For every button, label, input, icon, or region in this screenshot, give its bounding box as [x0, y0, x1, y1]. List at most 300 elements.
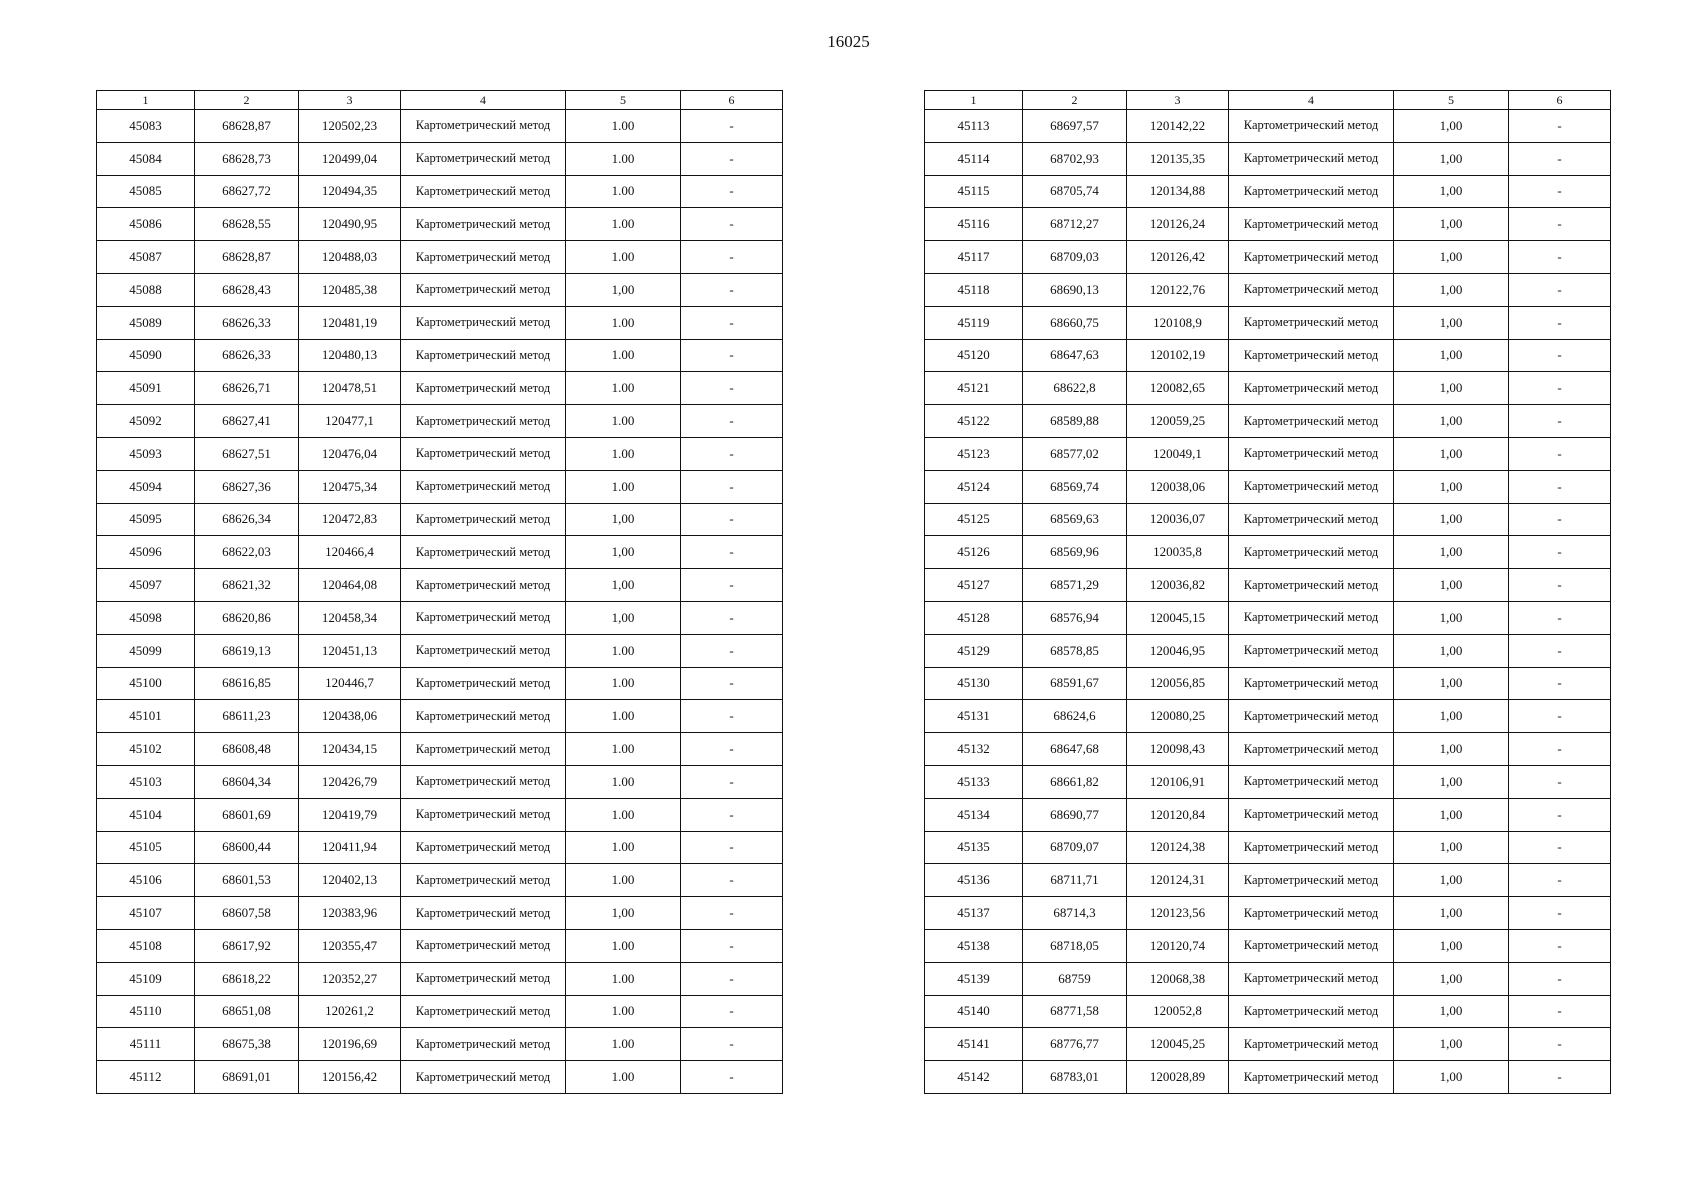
- table-row: [925, 142, 1611, 175]
- x-coordinate-cell: 68628,43: [195, 273, 299, 306]
- x-coordinate-cell: 68714,3: [1023, 897, 1127, 930]
- y-coordinate-cell: 120411,94: [299, 831, 401, 864]
- table-row: [925, 995, 1611, 1028]
- point-number-cell: 45109: [97, 962, 195, 995]
- y-coordinate-cell: 120478,51: [299, 372, 401, 405]
- accuracy-cell: 1.00: [566, 110, 681, 143]
- description-cell: -: [1509, 634, 1611, 667]
- method-cell: Картометрический метод: [401, 503, 566, 536]
- y-coordinate-cell: 120156,42: [299, 1061, 401, 1094]
- accuracy-cell: 1.00: [566, 142, 681, 175]
- y-coordinate-cell: 120490,95: [299, 208, 401, 241]
- point-number-cell: 45094: [97, 470, 195, 503]
- y-coordinate-cell: 120052,8: [1127, 995, 1229, 1028]
- accuracy-cell: 1,00: [566, 897, 681, 930]
- table-row: [925, 208, 1611, 241]
- accuracy-cell: 1,00: [1394, 700, 1509, 733]
- accuracy-cell: 1.00: [566, 1028, 681, 1061]
- table-row: [925, 241, 1611, 274]
- method-cell: Картометрический метод: [1229, 897, 1394, 930]
- description-cell: -: [681, 437, 783, 470]
- method-cell: Картометрический метод: [1229, 110, 1394, 143]
- method-cell: Картометрический метод: [1229, 634, 1394, 667]
- y-coordinate-cell: 120481,19: [299, 306, 401, 339]
- method-cell: Картометрический метод: [1229, 437, 1394, 470]
- table-row: [97, 142, 783, 175]
- accuracy-cell: 1,00: [1394, 470, 1509, 503]
- description-cell: -: [1509, 897, 1611, 930]
- description-cell: -: [681, 142, 783, 175]
- accuracy-cell: 1,00: [1394, 601, 1509, 634]
- y-coordinate-cell: 120494,35: [299, 175, 401, 208]
- point-number-cell: 45088: [97, 273, 195, 306]
- table-row: [925, 864, 1611, 897]
- point-number-cell: 45107: [97, 897, 195, 930]
- accuracy-cell: 1.00: [566, 634, 681, 667]
- method-cell: Картометрический метод: [1229, 765, 1394, 798]
- point-number-cell: 45084: [97, 142, 195, 175]
- method-cell: Картометрический метод: [401, 470, 566, 503]
- description-cell: -: [1509, 142, 1611, 175]
- y-coordinate-cell: 120488,03: [299, 241, 401, 274]
- point-number-cell: 45106: [97, 864, 195, 897]
- x-coordinate-cell: 68709,07: [1023, 831, 1127, 864]
- method-cell: Картометрический метод: [401, 601, 566, 634]
- accuracy-cell: 1,00: [1394, 273, 1509, 306]
- table-row: [97, 273, 783, 306]
- table-row: [97, 241, 783, 274]
- description-cell: -: [681, 700, 783, 733]
- y-coordinate-cell: 120134,88: [1127, 175, 1229, 208]
- point-number-cell: 45133: [925, 765, 1023, 798]
- table-body-left: [97, 110, 783, 1094]
- accuracy-cell: 1,00: [1394, 503, 1509, 536]
- table-row: [925, 798, 1611, 831]
- y-coordinate-cell: 120446,7: [299, 667, 401, 700]
- x-coordinate-cell: 68591,67: [1023, 667, 1127, 700]
- accuracy-cell: 1.00: [566, 372, 681, 405]
- accuracy-cell: 1,00: [1394, 175, 1509, 208]
- x-coordinate-cell: 68607,58: [195, 897, 299, 930]
- method-cell: Картометрический метод: [1229, 470, 1394, 503]
- table-row: [925, 667, 1611, 700]
- method-cell: Картометрический метод: [1229, 700, 1394, 733]
- point-number-cell: 45090: [97, 339, 195, 372]
- x-coordinate-cell: 68616,85: [195, 667, 299, 700]
- point-number-cell: 45098: [97, 601, 195, 634]
- table-row: [97, 831, 783, 864]
- column-header: 2: [195, 91, 299, 110]
- accuracy-cell: 1,00: [1394, 142, 1509, 175]
- column-header: 1: [97, 91, 195, 110]
- description-cell: -: [1509, 110, 1611, 143]
- description-cell: -: [1509, 831, 1611, 864]
- accuracy-cell: 1.00: [566, 700, 681, 733]
- description-cell: -: [681, 503, 783, 536]
- table-row: [97, 667, 783, 700]
- accuracy-cell: 1.00: [566, 995, 681, 1028]
- accuracy-cell: 1,00: [1394, 667, 1509, 700]
- x-coordinate-cell: 68624,6: [1023, 700, 1127, 733]
- accuracy-cell: 1.00: [566, 864, 681, 897]
- y-coordinate-cell: 120126,42: [1127, 241, 1229, 274]
- point-number-cell: 45116: [925, 208, 1023, 241]
- accuracy-cell: 1,00: [1394, 569, 1509, 602]
- y-coordinate-cell: 120059,25: [1127, 405, 1229, 438]
- y-coordinate-cell: 120477,1: [299, 405, 401, 438]
- y-coordinate-cell: 120102,19: [1127, 339, 1229, 372]
- y-coordinate-cell: 120082,65: [1127, 372, 1229, 405]
- x-coordinate-cell: 68626,71: [195, 372, 299, 405]
- method-cell: Картометрический метод: [1229, 831, 1394, 864]
- x-coordinate-cell: 68647,63: [1023, 339, 1127, 372]
- accuracy-cell: 1,00: [566, 536, 681, 569]
- x-coordinate-cell: 68569,74: [1023, 470, 1127, 503]
- x-coordinate-cell: 68578,85: [1023, 634, 1127, 667]
- x-coordinate-cell: 68628,73: [195, 142, 299, 175]
- point-number-cell: 45123: [925, 437, 1023, 470]
- description-cell: -: [681, 831, 783, 864]
- table-row: [97, 437, 783, 470]
- y-coordinate-cell: 120355,47: [299, 929, 401, 962]
- y-coordinate-cell: 120466,4: [299, 536, 401, 569]
- point-number-cell: 45087: [97, 241, 195, 274]
- description-cell: -: [1509, 700, 1611, 733]
- point-number-cell: 45108: [97, 929, 195, 962]
- method-cell: Картометрический метод: [1229, 1061, 1394, 1094]
- table-row: [97, 110, 783, 143]
- y-coordinate-cell: 120475,34: [299, 470, 401, 503]
- y-coordinate-cell: 120036,07: [1127, 503, 1229, 536]
- description-cell: -: [681, 536, 783, 569]
- description-cell: -: [1509, 470, 1611, 503]
- table-row: [925, 405, 1611, 438]
- accuracy-cell: 1.00: [566, 175, 681, 208]
- table-row: [97, 339, 783, 372]
- x-coordinate-cell: 68576,94: [1023, 601, 1127, 634]
- point-number-cell: 45103: [97, 765, 195, 798]
- table-row: [925, 372, 1611, 405]
- table-row: [925, 503, 1611, 536]
- accuracy-cell: 1.00: [566, 765, 681, 798]
- accuracy-cell: 1,00: [1394, 831, 1509, 864]
- x-coordinate-cell: 68660,75: [1023, 306, 1127, 339]
- y-coordinate-cell: 120124,38: [1127, 831, 1229, 864]
- description-cell: -: [681, 601, 783, 634]
- y-coordinate-cell: 120035,8: [1127, 536, 1229, 569]
- x-coordinate-cell: 68776,77: [1023, 1028, 1127, 1061]
- description-cell: -: [681, 306, 783, 339]
- y-coordinate-cell: 120036,82: [1127, 569, 1229, 602]
- table-row: [925, 306, 1611, 339]
- accuracy-cell: 1.00: [566, 1061, 681, 1094]
- method-cell: Картометрический метод: [401, 208, 566, 241]
- description-cell: -: [681, 634, 783, 667]
- accuracy-cell: 1,00: [1394, 765, 1509, 798]
- x-coordinate-cell: 68628,55: [195, 208, 299, 241]
- table-row: [97, 372, 783, 405]
- table-row: [925, 601, 1611, 634]
- x-coordinate-cell: 68601,69: [195, 798, 299, 831]
- y-coordinate-cell: 120106,91: [1127, 765, 1229, 798]
- description-cell: -: [681, 864, 783, 897]
- method-cell: Картометрический метод: [401, 962, 566, 995]
- table-row: [97, 1028, 783, 1061]
- accuracy-cell: 1,00: [1394, 372, 1509, 405]
- y-coordinate-cell: 120352,27: [299, 962, 401, 995]
- method-cell: Картометрический метод: [1229, 273, 1394, 306]
- table-row: [97, 864, 783, 897]
- method-cell: Картометрический метод: [401, 897, 566, 930]
- y-coordinate-cell: 120028,89: [1127, 1061, 1229, 1094]
- accuracy-cell: 1.00: [566, 733, 681, 766]
- y-coordinate-cell: 120068,38: [1127, 962, 1229, 995]
- accuracy-cell: 1.00: [566, 929, 681, 962]
- x-coordinate-cell: 68690,13: [1023, 273, 1127, 306]
- point-number-cell: 45122: [925, 405, 1023, 438]
- point-number-cell: 45126: [925, 536, 1023, 569]
- point-number-cell: 45113: [925, 110, 1023, 143]
- point-number-cell: 45096: [97, 536, 195, 569]
- table-row: [97, 503, 783, 536]
- point-number-cell: 45086: [97, 208, 195, 241]
- table-header-row: [925, 91, 1611, 110]
- x-coordinate-cell: 68622,8: [1023, 372, 1127, 405]
- description-cell: -: [681, 241, 783, 274]
- method-cell: Картометрический метод: [401, 831, 566, 864]
- column-header: 6: [681, 91, 783, 110]
- x-coordinate-cell: 68622,03: [195, 536, 299, 569]
- table-row: [925, 273, 1611, 306]
- x-coordinate-cell: 68690,77: [1023, 798, 1127, 831]
- point-number-cell: 45089: [97, 306, 195, 339]
- x-coordinate-cell: 68618,22: [195, 962, 299, 995]
- point-number-cell: 45118: [925, 273, 1023, 306]
- y-coordinate-cell: 120419,79: [299, 798, 401, 831]
- description-cell: -: [1509, 962, 1611, 995]
- y-coordinate-cell: 120476,04: [299, 437, 401, 470]
- table-row: [925, 929, 1611, 962]
- point-number-cell: 45121: [925, 372, 1023, 405]
- point-number-cell: 45140: [925, 995, 1023, 1028]
- point-number-cell: 45137: [925, 897, 1023, 930]
- method-cell: Картометрический метод: [401, 995, 566, 1028]
- method-cell: Картометрический метод: [401, 437, 566, 470]
- point-number-cell: 45117: [925, 241, 1023, 274]
- point-number-cell: 45138: [925, 929, 1023, 962]
- method-cell: Картометрический метод: [1229, 241, 1394, 274]
- column-header: 4: [401, 91, 566, 110]
- point-number-cell: 45134: [925, 798, 1023, 831]
- y-coordinate-cell: 120049,1: [1127, 437, 1229, 470]
- column-header: 2: [1023, 91, 1127, 110]
- point-number-cell: 45127: [925, 569, 1023, 602]
- table-row: [97, 929, 783, 962]
- point-number-cell: 45095: [97, 503, 195, 536]
- method-cell: Картометрический метод: [1229, 306, 1394, 339]
- description-cell: -: [1509, 667, 1611, 700]
- y-coordinate-cell: 120142,22: [1127, 110, 1229, 143]
- accuracy-cell: 1,00: [1394, 536, 1509, 569]
- description-cell: -: [681, 995, 783, 1028]
- description-cell: -: [681, 372, 783, 405]
- description-cell: -: [1509, 1061, 1611, 1094]
- description-cell: -: [681, 929, 783, 962]
- accuracy-cell: 1,00: [566, 569, 681, 602]
- y-coordinate-cell: 120056,85: [1127, 667, 1229, 700]
- method-cell: Картометрический метод: [401, 142, 566, 175]
- page-number: 16025: [827, 32, 870, 51]
- table-row: [925, 1028, 1611, 1061]
- description-cell: -: [1509, 175, 1611, 208]
- y-coordinate-cell: 120108,9: [1127, 306, 1229, 339]
- table-row: [97, 470, 783, 503]
- method-cell: Картометрический метод: [401, 667, 566, 700]
- description-cell: -: [1509, 765, 1611, 798]
- table-row: [925, 569, 1611, 602]
- x-coordinate-cell: 68626,34: [195, 503, 299, 536]
- x-coordinate-cell: 68577,02: [1023, 437, 1127, 470]
- table-row: [97, 634, 783, 667]
- table-row: [97, 405, 783, 438]
- point-number-cell: 45131: [925, 700, 1023, 733]
- accuracy-cell: 1,00: [1394, 306, 1509, 339]
- table-row: [925, 634, 1611, 667]
- x-coordinate-cell: 68569,63: [1023, 503, 1127, 536]
- point-number-cell: 45085: [97, 175, 195, 208]
- x-coordinate-cell: 68718,05: [1023, 929, 1127, 962]
- y-coordinate-cell: 120485,38: [299, 273, 401, 306]
- accuracy-cell: 1.00: [566, 241, 681, 274]
- x-coordinate-cell: 68702,93: [1023, 142, 1127, 175]
- description-cell: -: [1509, 569, 1611, 602]
- column-header: 3: [1127, 91, 1229, 110]
- y-coordinate-cell: 120502,23: [299, 110, 401, 143]
- description-cell: -: [1509, 372, 1611, 405]
- y-coordinate-cell: 120426,79: [299, 765, 401, 798]
- x-coordinate-cell: 68611,23: [195, 700, 299, 733]
- accuracy-cell: 1,00: [1394, 995, 1509, 1028]
- method-cell: Картометрический метод: [401, 634, 566, 667]
- method-cell: Картометрический метод: [1229, 864, 1394, 897]
- y-coordinate-cell: 120464,08: [299, 569, 401, 602]
- point-number-cell: 45099: [97, 634, 195, 667]
- x-coordinate-cell: 68697,57: [1023, 110, 1127, 143]
- y-coordinate-cell: 120124,31: [1127, 864, 1229, 897]
- x-coordinate-cell: 68705,74: [1023, 175, 1127, 208]
- description-cell: -: [681, 175, 783, 208]
- x-coordinate-cell: 68627,72: [195, 175, 299, 208]
- table-row: [925, 962, 1611, 995]
- accuracy-cell: 1.00: [566, 470, 681, 503]
- description-cell: -: [1509, 601, 1611, 634]
- description-cell: -: [1509, 273, 1611, 306]
- method-cell: Картометрический метод: [1229, 798, 1394, 831]
- column-header: 5: [1394, 91, 1509, 110]
- table-row: [925, 175, 1611, 208]
- table-body-right: [925, 110, 1611, 1094]
- y-coordinate-cell: 120472,83: [299, 503, 401, 536]
- description-cell: -: [1509, 208, 1611, 241]
- point-number-cell: 45130: [925, 667, 1023, 700]
- description-cell: -: [1509, 306, 1611, 339]
- x-coordinate-cell: 68628,87: [195, 241, 299, 274]
- point-number-cell: 45124: [925, 470, 1023, 503]
- point-number-cell: 45104: [97, 798, 195, 831]
- table-row: [97, 569, 783, 602]
- point-number-cell: 45105: [97, 831, 195, 864]
- method-cell: Картометрический метод: [1229, 142, 1394, 175]
- x-coordinate-cell: 68604,34: [195, 765, 299, 798]
- accuracy-cell: 1.00: [566, 667, 681, 700]
- table-row: [925, 733, 1611, 766]
- description-cell: -: [681, 897, 783, 930]
- method-cell: Картометрический метод: [401, 273, 566, 306]
- description-cell: -: [1509, 339, 1611, 372]
- x-coordinate-cell: 68621,32: [195, 569, 299, 602]
- description-cell: -: [1509, 995, 1611, 1028]
- x-coordinate-cell: 68617,92: [195, 929, 299, 962]
- x-coordinate-cell: 68608,48: [195, 733, 299, 766]
- table-header-row: [97, 91, 783, 110]
- accuracy-cell: 1.00: [566, 306, 681, 339]
- accuracy-cell: 1,00: [1394, 437, 1509, 470]
- method-cell: Картометрический метод: [1229, 667, 1394, 700]
- method-cell: Картометрический метод: [401, 765, 566, 798]
- table-row: [97, 765, 783, 798]
- method-cell: Картометрический метод: [1229, 995, 1394, 1028]
- accuracy-cell: 1.00: [566, 405, 681, 438]
- y-coordinate-cell: 120046,95: [1127, 634, 1229, 667]
- y-coordinate-cell: 120045,25: [1127, 1028, 1229, 1061]
- point-number-cell: 45092: [97, 405, 195, 438]
- column-header: 3: [299, 91, 401, 110]
- method-cell: Картометрический метод: [401, 175, 566, 208]
- table-row: [925, 765, 1611, 798]
- coordinates-table-left: [96, 90, 783, 1094]
- accuracy-cell: 1,00: [1394, 634, 1509, 667]
- x-coordinate-cell: 68626,33: [195, 339, 299, 372]
- description-cell: -: [681, 110, 783, 143]
- description-cell: -: [1509, 536, 1611, 569]
- column-header: 6: [1509, 91, 1611, 110]
- y-coordinate-cell: 120123,56: [1127, 897, 1229, 930]
- x-coordinate-cell: 68619,13: [195, 634, 299, 667]
- y-coordinate-cell: 120098,43: [1127, 733, 1229, 766]
- table-row: [97, 536, 783, 569]
- method-cell: Картометрический метод: [401, 1061, 566, 1094]
- method-cell: Картометрический метод: [1229, 372, 1394, 405]
- description-cell: -: [1509, 405, 1611, 438]
- method-cell: Картометрический метод: [1229, 929, 1394, 962]
- method-cell: Картометрический метод: [401, 929, 566, 962]
- method-cell: Картометрический метод: [1229, 1028, 1394, 1061]
- x-coordinate-cell: 68711,71: [1023, 864, 1127, 897]
- column-header: 4: [1229, 91, 1394, 110]
- accuracy-cell: 1,00: [1394, 897, 1509, 930]
- x-coordinate-cell: 68675,38: [195, 1028, 299, 1061]
- table-row: [97, 897, 783, 930]
- x-coordinate-cell: 68783,01: [1023, 1061, 1127, 1094]
- point-number-cell: 45100: [97, 667, 195, 700]
- y-coordinate-cell: 120038,06: [1127, 470, 1229, 503]
- point-number-cell: 45132: [925, 733, 1023, 766]
- y-coordinate-cell: 120499,04: [299, 142, 401, 175]
- table-row: [925, 700, 1611, 733]
- table-row: [925, 897, 1611, 930]
- description-cell: -: [1509, 1028, 1611, 1061]
- point-number-cell: 45114: [925, 142, 1023, 175]
